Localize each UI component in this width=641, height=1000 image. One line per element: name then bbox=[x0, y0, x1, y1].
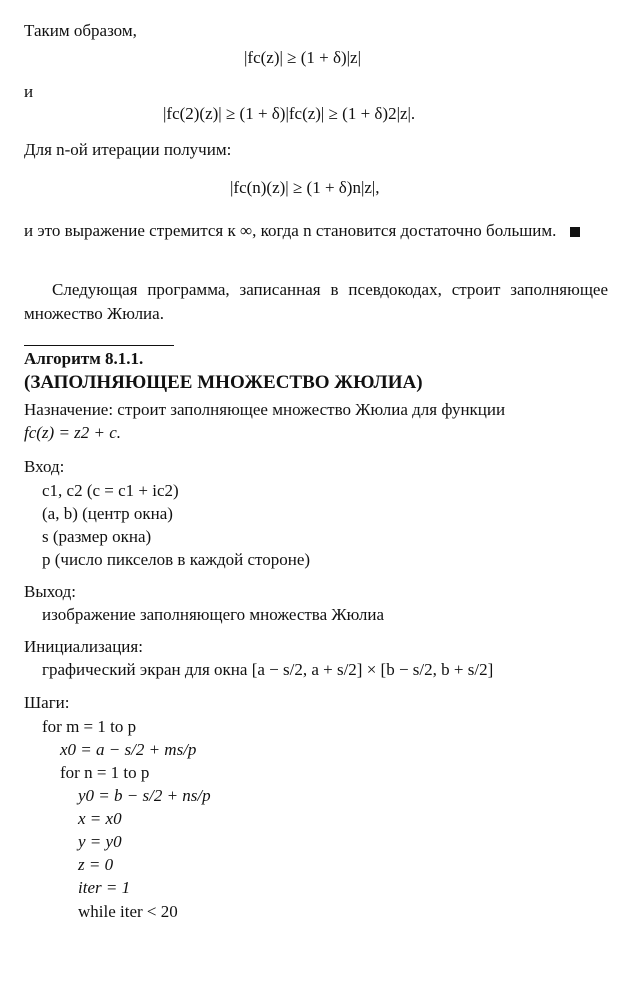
equation-3: |fc(n)(z)| ≥ (1 + δ)n|z|, bbox=[230, 178, 380, 197]
step-line: z = 0 bbox=[78, 855, 114, 874]
conjunction-and: и bbox=[24, 82, 34, 101]
output-item: изображение заполняющего множества Жюлиа bbox=[42, 605, 385, 624]
step-line: x0 = a − s/2 + ms/p bbox=[60, 740, 197, 759]
section-rule bbox=[24, 345, 174, 346]
conclusion-text: и это выражение стремится к ∞, когда n становится достаточно большим. bbox=[24, 221, 557, 240]
qed-square-icon bbox=[570, 227, 580, 237]
step-line: while iter < 20 bbox=[78, 902, 178, 921]
algorithm-name: (ЗАПОЛНЯЮЩЕЕ МНОЖЕСТВО ЖЮЛИА) bbox=[24, 372, 423, 393]
input-item-2: (a, b) (центр окна) bbox=[42, 504, 173, 523]
init-label: Инициализация: bbox=[24, 637, 143, 656]
step-line: x = x0 bbox=[78, 809, 122, 828]
step-line: for m = 1 to p bbox=[42, 717, 137, 736]
init-item: графический экран для окна [a − s/2, a + s/2] × [b − s/2, b + s/2] bbox=[42, 660, 494, 679]
output-label: Выход: bbox=[24, 582, 76, 601]
paragraph-conclusion bbox=[24, 219, 608, 243]
algorithm-title: Алгоритм 8.1.1. bbox=[24, 349, 144, 368]
input-item-4: p (число пикселов в каждой стороне) bbox=[42, 550, 311, 569]
paragraph-intro: Таким образом, bbox=[24, 21, 137, 40]
input-label: Вход: bbox=[24, 457, 65, 476]
input-item-3: s (размер окна) bbox=[42, 527, 152, 546]
equation-2: |fc(2)(z)| ≥ (1 + δ)|fc(z)| ≥ (1 + δ)2|z|. bbox=[163, 104, 416, 123]
step-line: y0 = b − s/2 + ns/p bbox=[78, 786, 211, 805]
equation-1: |fc(z)| ≥ (1 + δ)|z| bbox=[244, 48, 361, 67]
algorithm-purpose-formula: fc(z) = z2 + c. bbox=[24, 423, 122, 442]
paragraph-program-intro: Следующая программа, записанная в псевдокодах, строит заполняющее множество Жюлиа. bbox=[24, 280, 608, 323]
step-line: for n = 1 to p bbox=[60, 763, 150, 782]
input-item-1: c1, c2 (c = c1 + ic2) bbox=[42, 481, 179, 500]
paragraph-nth-iteration: Для n-ой итерации получим: bbox=[24, 140, 232, 159]
steps-label: Шаги: bbox=[24, 693, 70, 712]
step-line: y = y0 bbox=[78, 832, 122, 851]
algorithm-purpose: Назначение: строит заполняющее множество Жюлиа для функции bbox=[24, 400, 506, 419]
step-line: iter = 1 bbox=[78, 878, 131, 897]
